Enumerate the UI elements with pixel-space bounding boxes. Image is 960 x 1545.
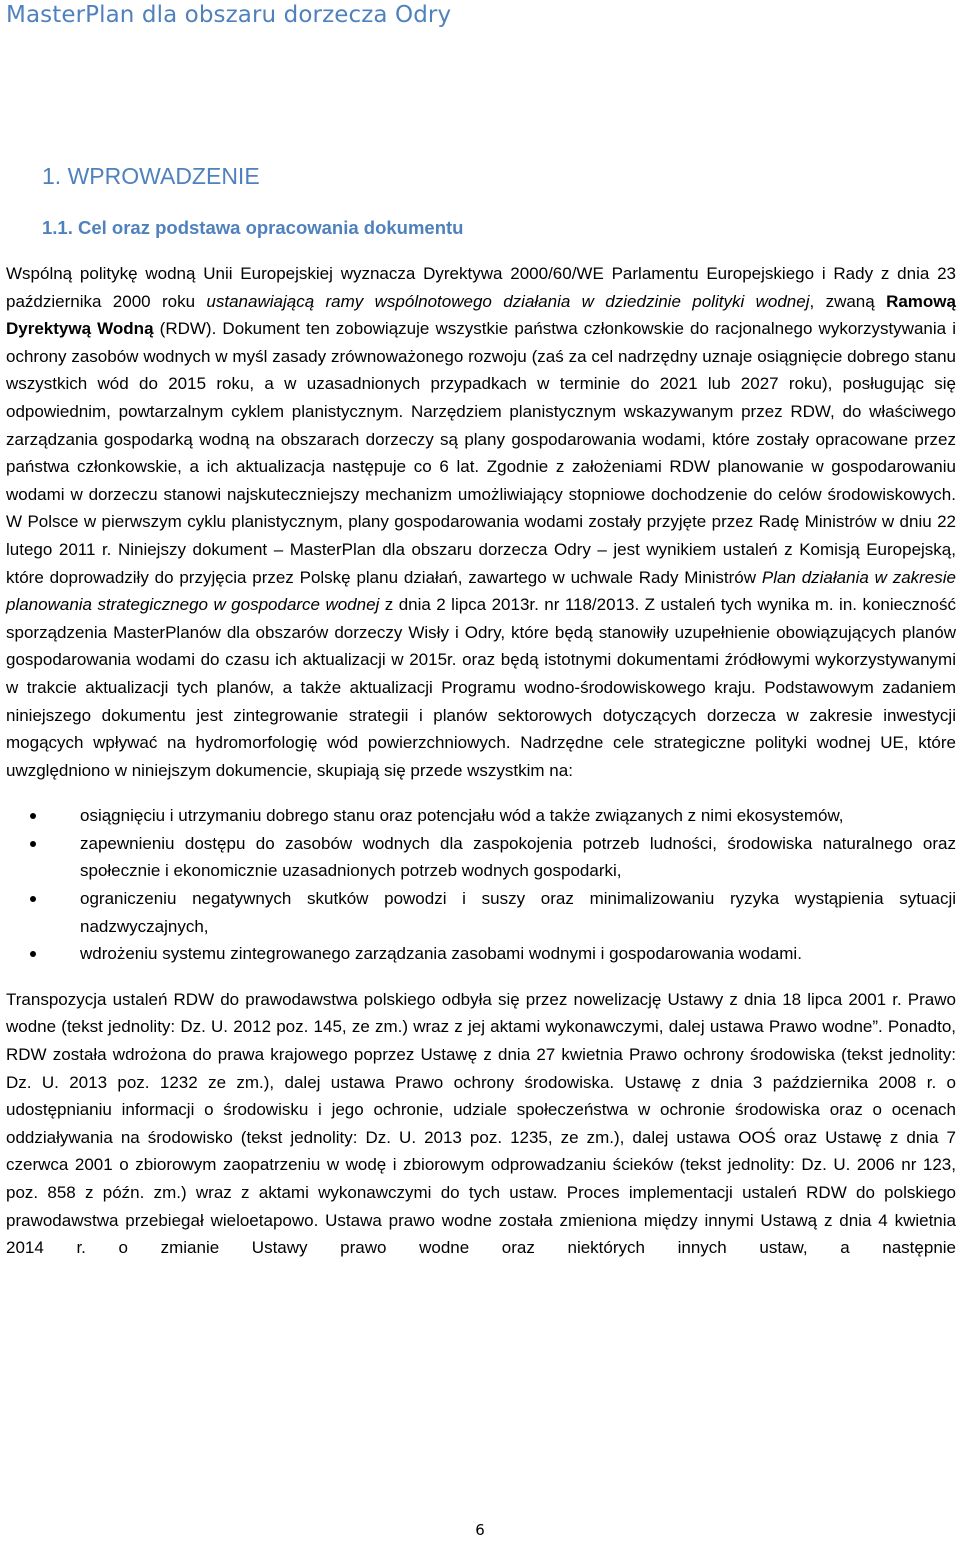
chapter-heading: 1. WPROWADZENIE — [42, 163, 260, 189]
list-item: wdrożeniu systemu zintegrowanego zarządzania zasobami wodnymi i gospodarowania wodami. — [6, 940, 956, 968]
section-heading: 1.1. Cel oraz podstawa opracowania dokumentu — [42, 217, 464, 238]
goals-list — [6, 802, 956, 968]
list-item: osiągnięciu i utrzymaniu dobrego stanu oraz potencjału wód a także związanych z nimi ekosystemów, — [6, 802, 956, 830]
body-text — [6, 260, 956, 1262]
intro-paragraph: Wspólną politykę wodną Unii Europejskiej wyznacza Dyrektywa 2000/60/WE Parlamentu Europejskiego i Rady z dnia 23 października 2000 roku ustanawiającą ramy wspólnotowego działania w dziedzinie polityki wodnej, zwaną Ramową Dyrektywą Wodną (RDW). Dokument ten zobowiązuje wszystkie państwa członkowskie do racjonalnego wykorzystywania i ochrony zasobów wodnych w myśl zasady zrównoważonego rozwoju (zaś za cel nadrzędny uznaje osiągnięcie dobrego stanu wszystkich wód do 2015 roku, a w uzasadnionych przypadkach w terminie do 2021 lub 2027 roku), posługując się odpowiednim, powtarzalnym cyklem planistycznym. Narzędziem planistycznym wskazywanym przez RDW, do właściwego zarządzania gospodarką wodną na obszarach dorzeczy są plany gospodarowania wodami, które zostały opracowane przez państwa członkowskie, a ich aktualizacja następuje co 6 lat. Zgodnie z założeniami RDW planowanie w gospodarowaniu wodami w dorzeczu stanowi najskuteczniejszy mechanizm umożliwiający stopniowe dochodzenie do celów środowiskowych. W Polsce w pierwszym cyklu planistycznym, plany gospodarowania wodami zostały przyjęte przez Radę Ministrów w dniu 22 lutego 2011 r. Niniejszy dokument – MasterPlan dla obszaru dorzecza Odry – jest wynikiem ustaleń z Komisją Europejską, które doprowadziły do przyjęcia przez Polskę planu działań, zawartego w uchwale Rady Ministrów Plan działania w zakresie planowania strategicznego w gospodarce wodnej z dnia 2 lipca 2013r. nr 118/2013. Z ustaleń tych wynika m. in. konieczność sporządzenia MasterPlanów dla obszarów dorzeczy Wisły i Odry, które będą stanowiły uzupełnienie obowiązujących planów gospodarowania wodami do czasu ich aktualizacji w 2015r. oraz będą istotnymi dokumentami źródłowymi wykorzystywanymi w trakcie aktualizacji tych planów, a także aktualizacji Programu wodno-środowiskowego kraju. Podstawowym zadaniem niniejszego dokumentu jest zintegrowanie strategii i planów sektorowych dotyczących dorzecza w zakresie inwestycji mogących wpływać na hydromorfologię wód powierzchniowych. Nadrzędne cele strategiczne polityki wodnej UE, które uwzględniono w niniejszym dokumencie, skupiają się przede wszystkim na: — [6, 264, 956, 780]
list-item: ograniczeniu negatywnych skutków powodzi i suszy oraz minimalizowaniu ryzyka wystąpienia sytuacji nadzwyczajnych, — [6, 885, 956, 940]
transposition-paragraph: Transpozycja ustaleń RDW do prawodawstwa polskiego odbyła się przez nowelizację Ustawy z dnia 18 lipca 2001 r. Prawo wodne (tekst jednolity: Dz. U. 2012 poz. 145, ze zm.) wraz z jej aktami wykonawczymi, dalej ustawa Prawo wodne”. Ponadto, RDW została wdrożona do prawa krajowego poprzez Ustawę z dnia 27 kwietnia Prawo ochrony środowiska (tekst jednolity: Dz. U. 2013 poz. 1232 ze zm.), dalej ustawa Prawo ochrony środowiska. Ustawę z dnia 3 października 2008 r. o udostępnianiu informacji o środowisku i jego ochronie, udziale społeczeństwa w ochronie środowiska oraz o ocenach oddziaływania na środowisko (tekst jednolity: Dz. U. 2013 poz. 1235, ze zm.), dalej ustawa OOŚ oraz Ustawę z dnia 7 czerwca 2001 o zbiorowym zaopatrzeniu w wodę i zbiorowym odprowadzaniu ścieków (tekst jednolity: Dz. U. 2006 nr 123, poz. 858 z późn. zm.) wraz z aktami wykonawczymi do tych ustaw. Proces implementacji ustaleń RDW do polskiego prawodawstwa przebiegał wieloetapowo. Ustawa prawo wodne została zmieniona między innymi Ustawą z dnia 4 kwietnia 2014 r. o zmianie Ustawy prawo wodne oraz niektórych innych ustaw, a następnie — [6, 989, 956, 1258]
running-header: MasterPlan dla obszaru dorzecza Odry — [6, 2, 452, 28]
list-item: zapewnieniu dostępu do zasobów wodnych dla zaspokojenia potrzeb ludności, środowiska naturalnego oraz społecznie i ekonomicznie uzasadnionych potrzeb wodnych gospodarki, — [6, 830, 956, 885]
page-number: 6 — [475, 1521, 485, 1539]
